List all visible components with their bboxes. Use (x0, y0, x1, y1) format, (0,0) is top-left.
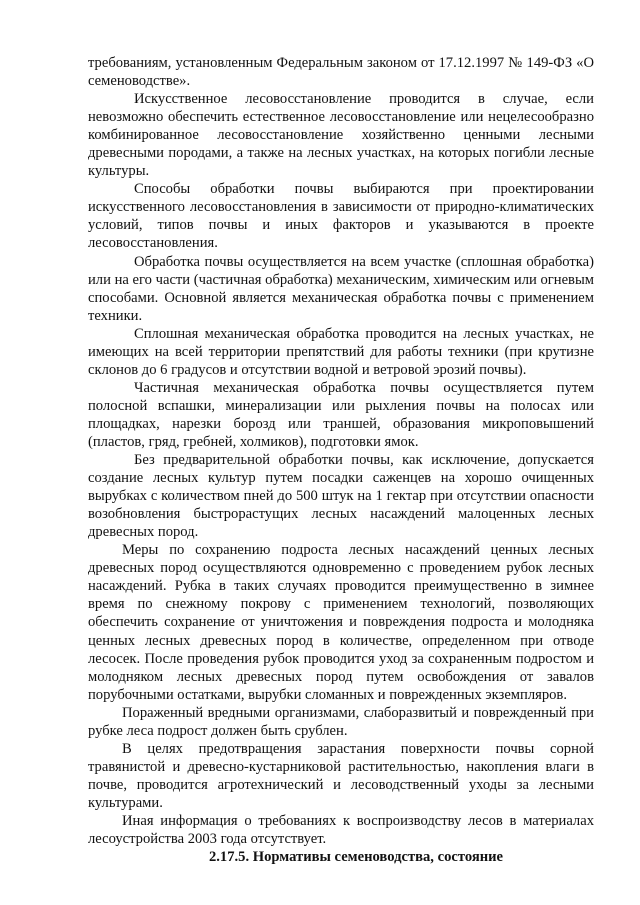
paragraph-damaged-undergrowth: Пораженный вредными организмами, слаборазвитый и поврежденный при рубке леса подрост должен быть срублен. (88, 704, 594, 739)
paragraph-artificial-reforestation: Искусственное лесовосстановление проводится в случае, если невозможно обеспечить естественное лесовосстановление или нецелесообразно комбинированное лесовосстановление хозяйственно ценными лесными древесными породами, а также на лесных участках, на которых погибли лесные культуры. (88, 91, 594, 180)
paragraph-continuation: требованиям, установленным Федеральным законом от 17.12.1997 № 149-ФЗ «О семеноводстве». (88, 55, 594, 90)
paragraph-undergrowth-preservation: Меры по сохранению подроста лесных насаждений ценных лесных древесных пород осуществляются одновременно с проведением рубок лесных насаждений. Рубка в таких случаях проводится преимущественно в зимнее время по снежному покрову с применением технологий, позволяющих обеспечить сохранение от уничтожения и повреждения подроста и молодняка ценных лесных древесных пород в количестве, определенном при отводе лесосек. После проведения рубок проводится уход за сохраненным подростом и молодняком лесных древесных пород путем освобождения от завалов порубочными остатками, вырубки сломанных и поврежденных экземпляров. (88, 542, 594, 703)
paragraph-soil-treatment: Обработка почвы осуществляется на всем участке (сплошная обработка) или на его части (частичная обработка) механическим, химическим или огневым способами. Основной является механическая обработка почвы с применением техники. (88, 253, 594, 324)
paragraph-no-treatment: Без предварительной обработки почвы, как исключение, допускается создание лесных культур путем посадки саженцев на хорошо очищенных вырубках с количеством пней до 500 штук на 1 гектар при отсутствии опасности возобновления быстрорастущих лесных насаждений малоценных лесных древесных пород. (88, 452, 594, 541)
paragraph-soil-methods: Способы обработки почвы выбираются при проектировании искусственного лесовосстановления в зависимости от природно-климатических условий, типов почвы и иных факторов и указываются в проекте лесовосстановления. (88, 181, 594, 252)
section-heading: 2.17.5. Нормативы семеноводства, состояние (208, 849, 504, 866)
body-text (88, 54, 594, 866)
paragraph-other-info: Иная информация о требованиях к воспроизводству лесов в материалах лесоустройства 2003 года отсутствует. (88, 812, 594, 848)
paragraph-weed-prevention: В целях предотвращения зарастания поверхности почвы сорной травянистой и древесно-кустарниковой растительностью, накопления влаги в почве, проводится агротехнический и лесоводственный уходы за лесными культурами. (88, 740, 594, 811)
paragraph-continuous-treatment: Сплошная механическая обработка проводится на лесных участках, не имеющих на всей территории препятствий для работы техники (при крутизне склонов до 6 градусов и отсутствии водной и ветровой эрозий почвы). (88, 325, 594, 378)
paragraph-partial-treatment: Частичная механическая обработка почвы осуществляется путем полосной вспашки, минерализации или рыхления почвы на полосах или площадках, нарезки борозд или траншей, образования микроповышений (пластов, гряд, гребней, холмиков), подготовки ямок. (88, 379, 594, 450)
